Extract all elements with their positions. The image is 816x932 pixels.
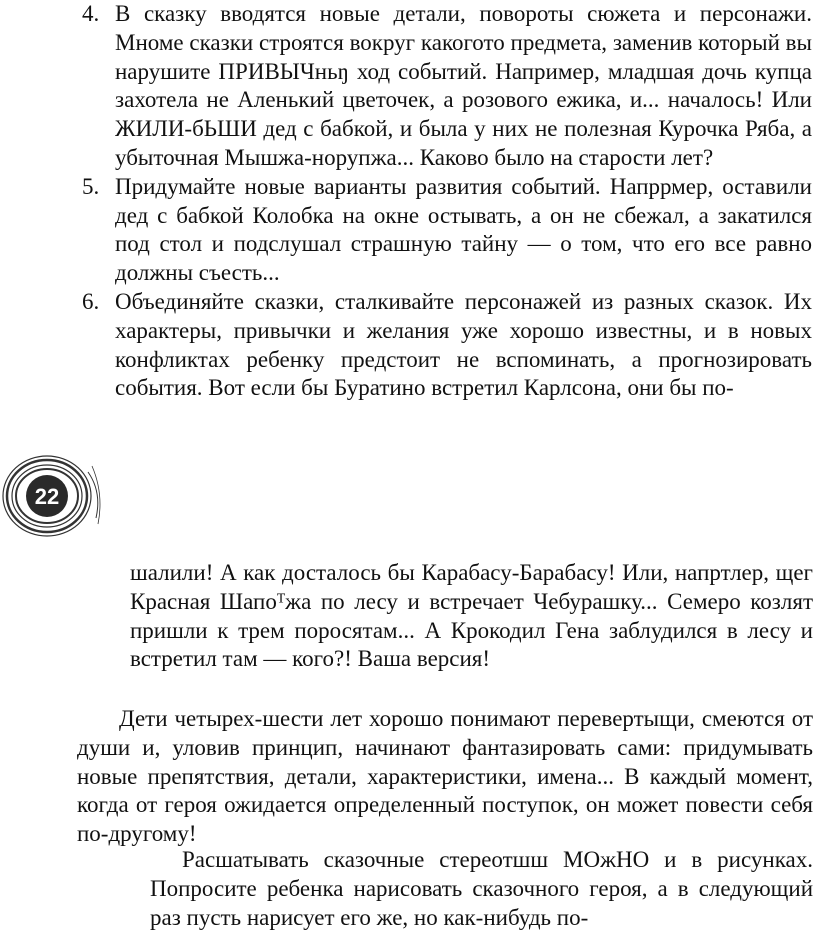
list-item-text: Придумайте новые варианты развития событий. Напррмер, оставили дед с бабкой Колобка на окне остывать, а он не сбежал, а закатился под стол и подслушал страшную тайну — о том, что его все равно должны съесть...	[115, 173, 812, 286]
numbered-list	[82, 0, 812, 403]
list-item-number: 4.	[82, 1, 100, 26]
paragraph-text: Расшатывать сказочные стереотшш МОжНО и в рисунках. Попросите ребенка нарисовать сказочного героя, а в следующий раз пусть нарисует его же, но как-нибудь по-	[150, 847, 813, 930]
list-item-text: Объединяйте сказки, сталкивайте персонажей из разных сказок. Их характеры, привычки и желания уже хорошо известны, и в новых конфликтах ребенку предстоит не вспоминать, а прогнозировать события. Вот если бы Буратино встретил Карлсона, они бы по-	[115, 288, 812, 401]
list-item	[82, 288, 812, 403]
list-item	[82, 0, 812, 173]
body-paragraph-2	[150, 846, 813, 932]
page-number: 22	[34, 484, 60, 509]
continuation-text	[130, 559, 813, 674]
list-item-number: 5.	[82, 173, 100, 199]
page-number-badge	[0, 452, 104, 540]
list-item	[82, 173, 812, 288]
list-item-number: 6.	[82, 288, 100, 314]
body-paragraph-1	[77, 705, 813, 849]
continuation-paragraph: шалили! А как досталось бы Карабасу-Барабасу! Или, напртлер, щег Красная Шапоᵀжа по лесу и встречает Чебурашку... Семеро козлят пришли к трем поросятам... А Крокодил Гена заблудился в лесу и встретил там — кого?! Ваша версия!	[130, 560, 813, 672]
paragraph-text: Дети четырех-шести лет хорошо понимают перевертыщи, смеются от души и, уловив принцип, начинают фантазировать сами: придумывать новые препятствия, детали, характеристики, имена... В каждый момент, когда от героя ожидается определенный поступок, он может повести себя по-другому!	[77, 706, 813, 847]
list-item-text: В сказку вводятся новые детали, повороты сюжета и персонажи. Мноме сказки строятся вокруг какогото предмета, заменив который вы нарушите ПРИВЫЧньŋ ход событий. Например, младшая дочь купца захотела не Аленький цветочек, а розового ежика, и... началось! Или ЖИЛИ-бЬШИ дед с бабкой, и была у них не полезная Курочка Ряба, а убыточная Мышжа-норупжа... Каково было на старости лет?	[115, 1, 812, 170]
